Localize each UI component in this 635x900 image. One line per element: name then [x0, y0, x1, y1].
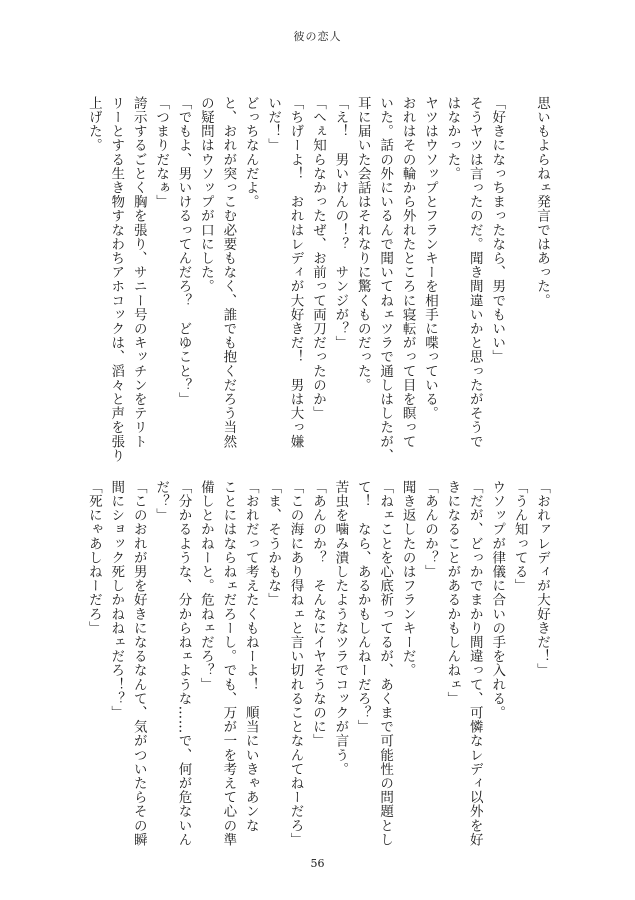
text-line: 「だが、どっかでまかり間違って、可憐なレディ以外を好: [466, 480, 483, 847]
text-line: おれはその輪から外れたところに寝転がって目を瞑って: [399, 96, 416, 449]
text-line: そうヤツは言ったのだ。聞き間違いかと思ったがそうで: [466, 96, 483, 449]
text-line: ことにはならねェだろーし。でも、万が一を考えて心の準: [220, 480, 237, 847]
text-line: 思いもよらねェ発言ではあった。: [534, 96, 550, 308]
text-line: 「ちげーよ！ おれはレディが大好きだ！ 男は大っ嫌: [287, 96, 304, 449]
text-line: 誇示するごとく胸を張り、サニー号のキッチンをテリト: [130, 96, 147, 449]
text-line: 間にショック死しかねねェだろ！？」: [108, 480, 125, 720]
page-number: 56: [310, 857, 325, 870]
text-line: て！ なら、あるかもしんねーだろ？」: [354, 480, 371, 734]
text-line: と、おれが突っこむ必要もなく、誰でも抱くだろう当然: [220, 96, 237, 449]
text-line: リーとする生き物すなわちアホコックは、滔々と声を張り: [108, 96, 125, 463]
text-line: いた。話の外にいるんで聞いてねェツラで通しはしたが、: [377, 96, 394, 463]
text-line: 苦虫を噛み潰したようなツラでコックが言う。: [332, 480, 349, 777]
text-line: 「この海にあり得ねェと言い切れることなんてねーだろ」: [287, 480, 304, 847]
text-line: 「でもよ、男いけるってんだろ？ どゆこと？」: [175, 96, 192, 407]
text-line: 上げた。: [85, 96, 102, 153]
text-block-upper: [82, 96, 553, 464]
text-line: ヤツはウソップとフランキーを相手に喋っている。: [421, 96, 438, 421]
text-block-lower: [82, 480, 553, 848]
text-line: 「死にゃあしねーだろ」: [85, 480, 102, 636]
text-line: 「あんのか？」: [421, 480, 438, 579]
text-line: 備しとかねーと。危ねェだろ？」: [197, 480, 214, 692]
text-line: 「分かるような、分からねェような……で、何が危ないん: [175, 480, 192, 847]
text-line: 耳に届いた会話はそれなりに驚くものだった。: [354, 96, 371, 393]
page-title: 彼の恋人: [293, 30, 342, 43]
text-line: いだ！」: [265, 96, 282, 153]
text-line: 「おれァレディが大好きだ！」: [534, 480, 550, 678]
text-line: の疑問はウソップが口にした。: [197, 96, 214, 294]
text-line: [508, 96, 530, 464]
text-line: 「好きになっちまったなら、男でもいい」: [489, 96, 506, 364]
text-line: 聞き返したのはフランキーだ。: [399, 480, 416, 678]
text-line: きになることがあるかもしんねェ」: [444, 480, 461, 706]
text-line: 「うん知ってる」: [511, 480, 528, 593]
text-line: 「このおれが男を好きになるなんて、気がついたらその瞬: [130, 480, 147, 847]
text-line: だ？」: [153, 480, 170, 523]
text-line: 「おれだって考えたくもねーよ！ 順当にいきゃあンな: [242, 480, 259, 833]
text-line: 「ねェことを心底祈ってるが、あくまで可能性の問題とし: [377, 480, 394, 847]
text-line: 「あんのか？ そんなにイヤそうなのに」: [309, 480, 326, 748]
text-line: どっちなんだよ。: [242, 96, 259, 209]
text-line: ウソップが律儀に合いの手を入れる。: [489, 480, 506, 720]
text-line: 「へぇ知らなかったぜ、お前って両刀だったのか」: [309, 96, 326, 421]
text-line: 「つまりだなぁ」: [153, 96, 170, 209]
text-line: はなかった。: [444, 96, 461, 181]
text-line: 「ま、そうかもな」: [265, 480, 282, 607]
text-line: 「え！ 男いけんの！？ サンジが？」: [332, 96, 349, 350]
